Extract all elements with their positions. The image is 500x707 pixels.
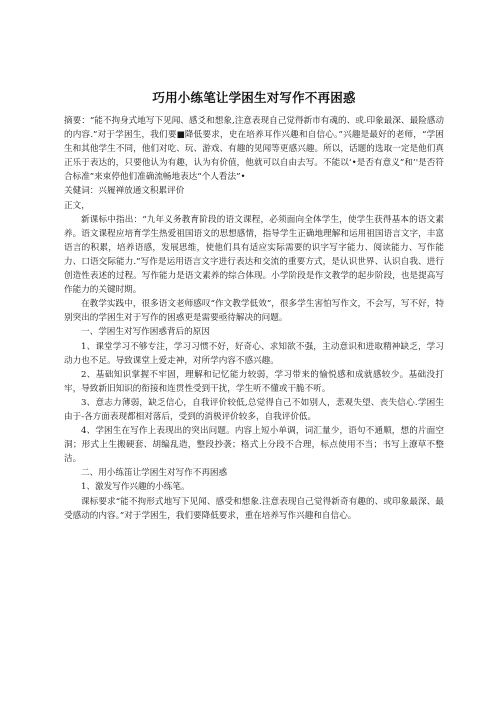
method-1-text: 课标要求“能不拘形式地写下见闻、感受和想象.注意表现自己觉得新奇有趣的、或印象最深、最受感动的内容。”对于学困生，我们要降低要求，重在培养写作兴趣和自信心。 <box>64 496 444 521</box>
body-label: 正文， <box>64 200 90 211</box>
reason-3: 3、意志力薄弱，缺乏信心，自我评价较低,总觉得自己不如别人，悲观失望、丧失信心.学困生由于-各方面表现都相对落后，受到的消极评价较多，自我评价低。 <box>64 397 444 422</box>
reason-2: 2、基础知识掌握不牢固，理解和记忆能力较弱，学习带来的愉悦感和成就感较少。基础没打牢，导致新旧知识的衔接和连贯性受到干扰，学生听不懂或干脆不听。 <box>64 369 444 394</box>
abstract: 摘要：“能不拘身式地写下见闻、感爻和想象,注意表现自己觉得新市有魂的、或.印象最深、最险感动的内容.”对于学困生，我们要■降低要求，史在培养耳作兴趣和自信心。”兴趣是最好的老师，“学困生和其他学生不同，他们对吃、玩、游戏、有趣的见闻等更感兴趣。所以，话题的选取一定是他们真正乐于表达的，只要他认为有趣，认为有价值，他就可以自由去写。不能以‘•是否有意义”和’'是否符合标准”来束停他们准确流畅地表达“个人看法”• <box>64 116 444 183</box>
section-heading-2: 二、用小练笛让学困生对写作不再困惑 <box>81 468 228 479</box>
paragraph-intro: 新课标中指出：“九年义务教育阶段的语文课程，必须面向全体学生，使学生获得基本的语文素养。语文课程应培育学生热爱祖国语文的思想感情，指导学生正确地理解和运用祖国语言文字，丰富语言的积累，培养语感，发展思维，使他们具有适应实际需要的识字写字能力、阅读能力、写作能力、口语交际能力.”写作是运用语言文字进行表达和交流的重要方式，是认识世界、认识自我、进行创造性表述的过程。写作能力是语文素养的综合体现。小学阶段是作文教学的起步阶段，也是提高写作能力的关键时期。 <box>64 214 444 296</box>
reason-4: 4、学困生在写作上表现出的突出问题。内容上短小单调，词汇量少，语句不通顺，想的片面空洞；形式上生搬硬套、胡编乱造，整段抄袭；格式上分段不合理，标点使用不当；书写上潦草不整洁。 <box>64 426 444 465</box>
document-content <box>64 88 444 523</box>
paragraph-practice: 在教学实践中，很多语文老师感叹“作文教学低效”，很多学生害怕写作文，不会写，写不好，特别突出的学困生对于写作的困惑更是需要亟待解决的问题。 <box>64 299 444 324</box>
reason-1: 1、课堂学习不够专注，学习习惯不好，好奇心、求知欲不强，主动意识和进取精神缺乏，学习动力也不足。导致课堂上爱走神，对所学内容不感兴趣。 <box>64 341 444 366</box>
document-title: 巧用小练笔让学困生对写作不再困惑 <box>152 90 356 105</box>
section-heading-1: 一、学困生对写作困惑背后的原因 <box>81 327 210 338</box>
method-1-heading: 1、激发写作兴趣的小练笔。 <box>81 482 190 493</box>
keywords: 关健词：兴履禅放通文积累评价 <box>64 186 185 197</box>
